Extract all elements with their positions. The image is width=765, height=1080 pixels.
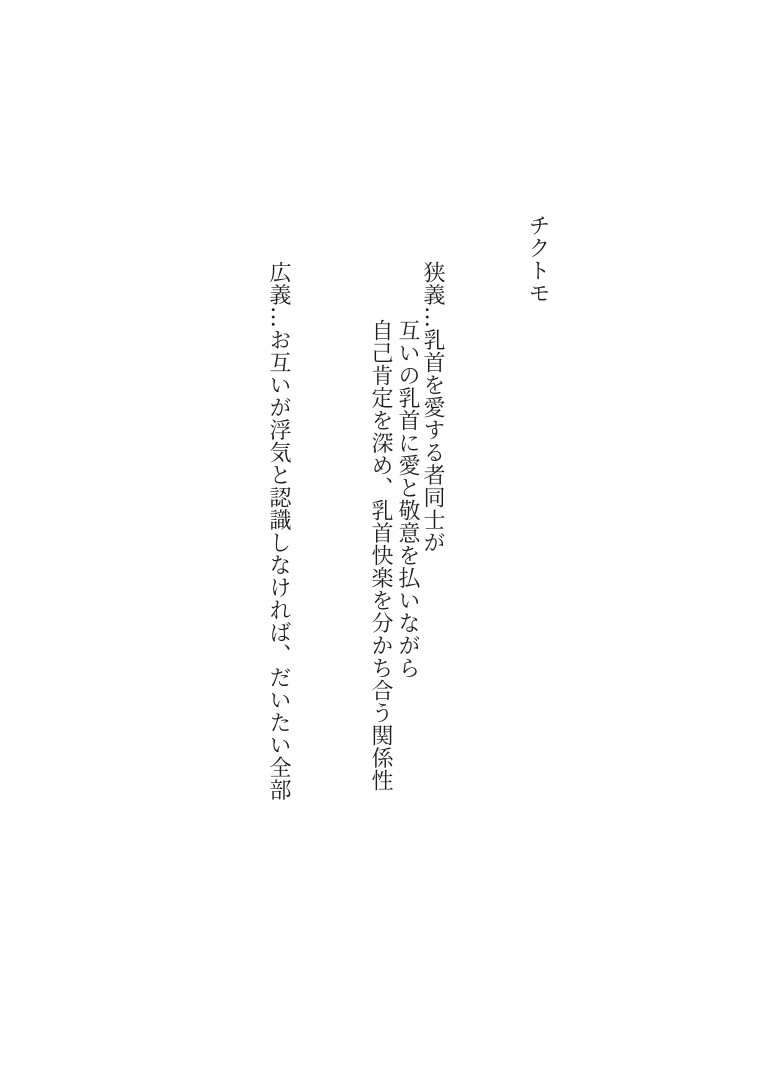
narrow-definition-line-3: 自己肯定を深め、乳首快楽を分かち合う関係性 [368,319,393,792]
narrow-definition-line-2: 互いの乳首に愛と敬意を払いながら [395,319,420,679]
broad-definition-line-1: 広義…お互いが浮気と認識しなければ、だいたい全部 [266,261,291,801]
narrow-definition-line-1: 狭義…乳首を愛する者同士が [420,261,445,554]
page-title: チクトモ [525,214,550,304]
